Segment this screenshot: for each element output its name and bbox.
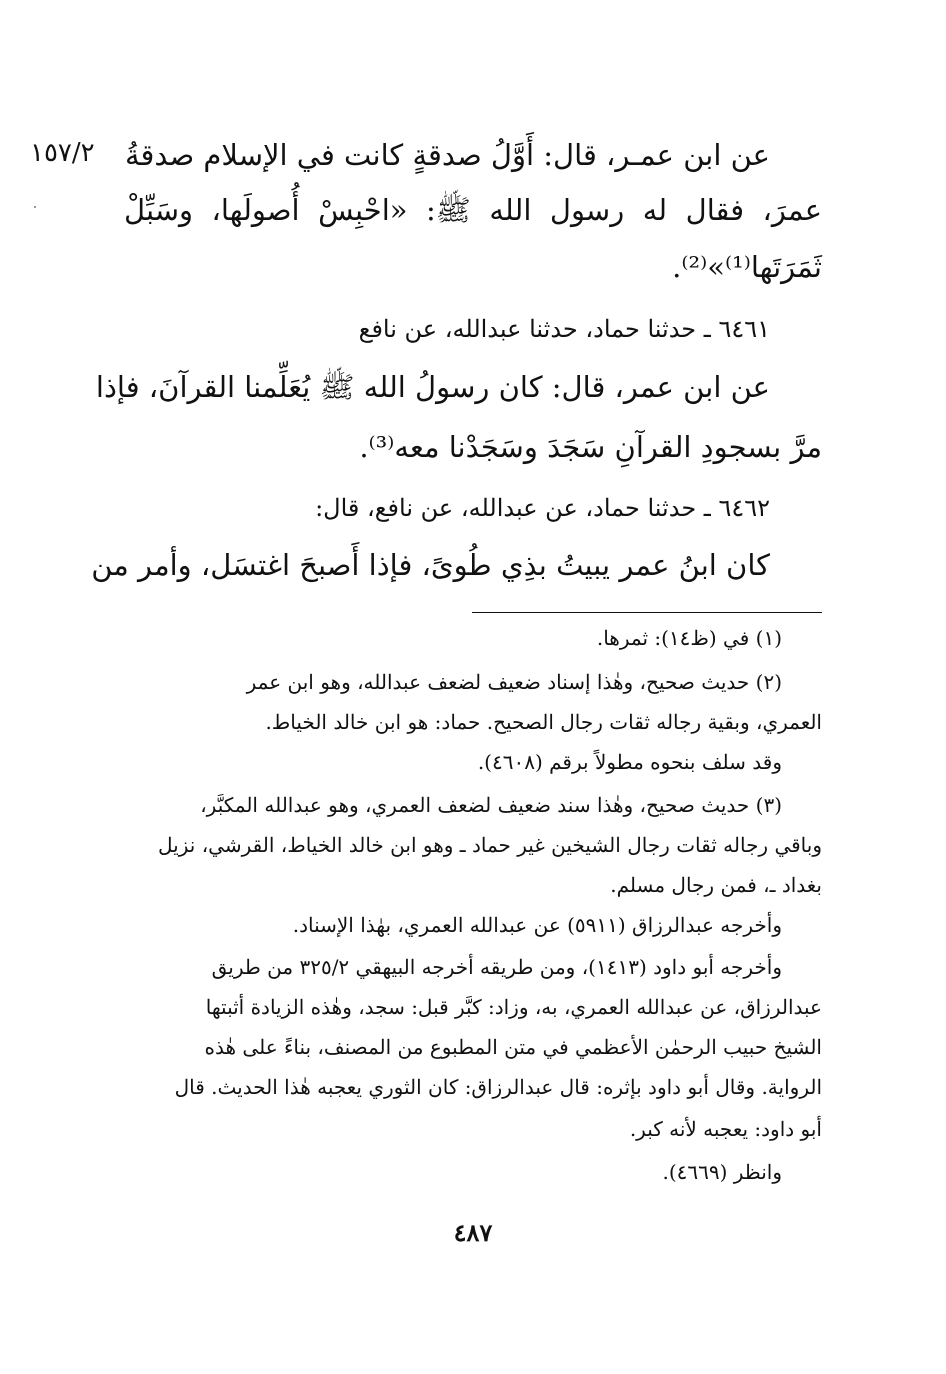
footnote-3-line-10: وانظر (٤٦٦٩). (662, 1160, 782, 1184)
hadith-2-line-2: مرَّ بسجودِ القرآنِ سَجَدَ وسَجَدْنا معه⁽³⁾. (359, 430, 822, 464)
footnote-divider (472, 612, 822, 613)
footnote-3-line-9: أبو داود: يعجبه لأنه كبر. (629, 1117, 822, 1141)
hadith-1-line-1: عن ابن عمـر، قال: أَوَّلُ صدقةٍ كانت في الإسلام صدقةُ (124, 138, 770, 172)
hadith-3-line-1: كان ابنُ عمر يبيتُ بذِي طُوىً، فإذا أَصبحَ اغتسَل، وأمر من (91, 548, 770, 582)
footnote-3-line-7: الشيخ حبيب الرحمٰن الأعظمي في متن المطبوع من المصنف، بناءً على هٰذه (204, 1035, 822, 1059)
footnote-2-line-3: وقد سلف بنحوه مطولاً برقم (٤٦٠٨). (477, 750, 782, 774)
page-number: ٤٨٧ (453, 1218, 493, 1247)
hadith-3-chain: ٦٤٦٢ ـ حدثنا حماد، عن عبدالله، عن نافع، قال: (315, 494, 770, 522)
footnote-2-line-2: العمري، وبقية رجاله ثقات رجال الصحيح. حماد: هو ابن خالد الخياط. (265, 710, 822, 734)
footnote-3-line-8: الرواية. وقال أبو داود بإثره: قال عبدالرزاق: كان الثوري يعجبه هٰذا الحديث. قال (174, 1075, 822, 1099)
footnote-3-line-2: وباقي رجاله ثقات رجال الشيخين غير حماد ـ وهو ابن خالد الخياط، القرشي، نزيل (158, 833, 822, 857)
footnote-3-line-6: عبدالرزاق، عن عبدالله العمري، به، وزاد: كبَّر قبل: سجد، وهٰذه الزيادة أثبتها (205, 995, 822, 1019)
footnote-1: (١) في (ظ١٤): ثمرها. (596, 626, 782, 650)
hadith-2-chain: ٦٤٦١ ـ حدثنا حماد، حدثنا عبدالله، عن نافع (358, 315, 770, 343)
footnote-3-line-5: وأخرجه أبو داود (١٤١٣)، ومن طريقه أخرجه البيهقي ٣٢٥/٢ من طريق (211, 955, 782, 979)
footnote-3-line-3: بغداد ـ، فمن رجال مسلم. (610, 873, 822, 897)
hadith-1-line-3: ثَمَرَتَها⁽¹⁾»⁽²⁾. (672, 250, 822, 284)
margin-reference: ١٥٧/٢ (30, 138, 95, 168)
footnote-2-line-1: (٢) حديث صحيح، وهٰذا إسناد ضعيف لضعف عبدالله، وهو ابن عمر (246, 670, 782, 694)
margin-dot (34, 206, 36, 208)
hadith-2-line-1: عن ابن عمر، قال: كان رسولُ الله ﷺ يُعَلِّمنا القرآنَ، فإذا (95, 370, 770, 404)
footnote-3-line-4: وأخرجه عبدالرزاق (٥٩١١) عن عبدالله العمري، بهٰذا الإسناد. (292, 913, 782, 937)
hadith-1-line-2: عمرَ، فقال له رسول الله ﷺ: «احْبِسْ أُصولَها، وسَبِّلْ (124, 193, 822, 227)
footnote-3-line-1: (٣) حديث صحيح، وهٰذا سند ضعيف لضعف العمري، وهو عبدالله المكبَّر، (200, 793, 782, 817)
